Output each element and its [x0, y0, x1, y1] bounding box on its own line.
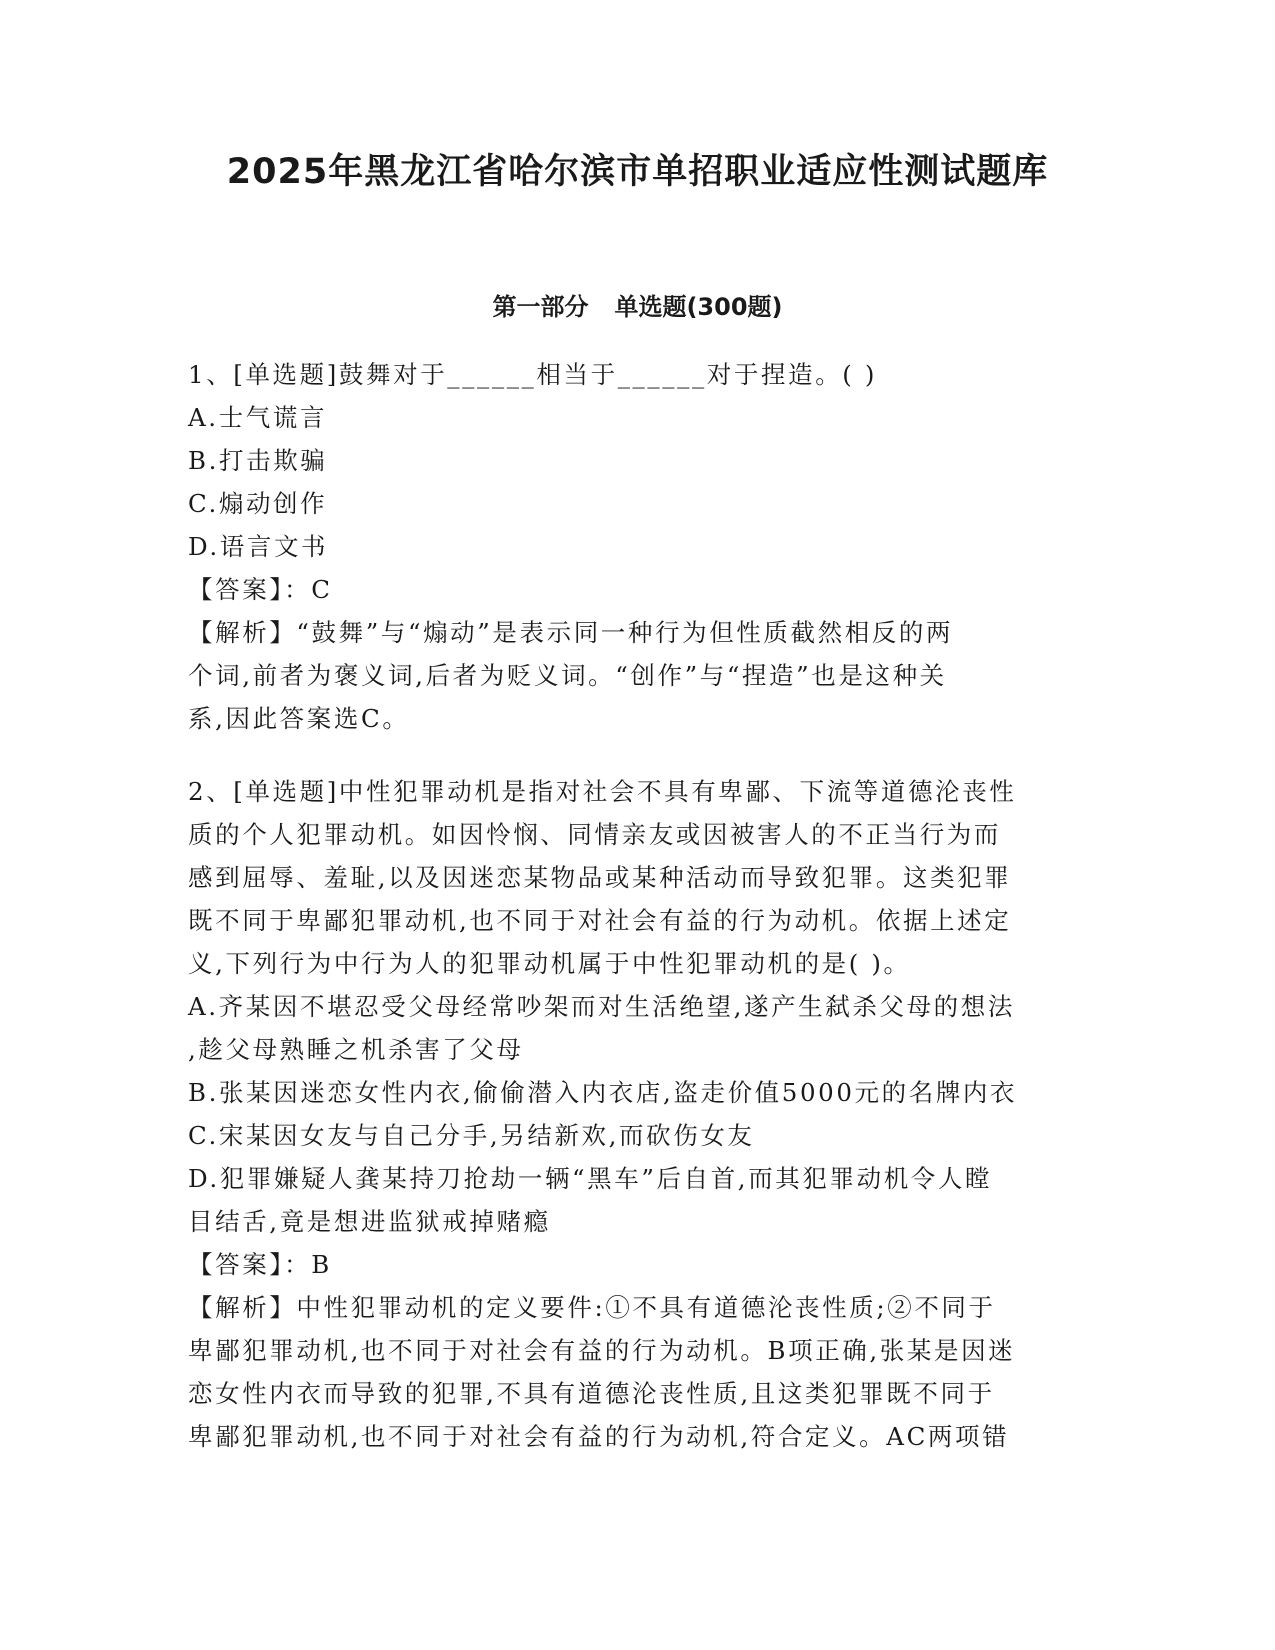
answer-value: ：C	[284, 575, 333, 604]
option-d: D.语言文书	[188, 532, 329, 561]
analysis-text: 个词,前者为褒义词,后者为贬义词。“创作”与“捏造”也是这种关	[188, 661, 947, 690]
answer-value: ：B	[284, 1250, 332, 1279]
answer	[188, 568, 1088, 611]
answer	[188, 1243, 1088, 1286]
analysis-label: 【解析】	[188, 1293, 297, 1322]
question-stem: 义,下列行为中行为人的犯罪动机属于中性犯罪动机的是( )。	[188, 949, 911, 978]
option-b: B.打击欺骗	[188, 446, 328, 475]
analysis-text: 中性犯罪动机的定义要件:①不具有道德沦丧性质;②不同于	[296, 1293, 996, 1322]
section-name: 单选题(300题)	[614, 293, 783, 321]
question-stem: 感到屈辱、羞耻,以及因迷恋某物品或某种活动而导致犯罪。这类犯罪	[188, 863, 1012, 892]
analysis-text: 系,因此答案选C。	[188, 704, 410, 733]
analysis-text: 卑鄙犯罪动机,也不同于对社会有益的行为动机。B项正确,张某是因迷	[188, 1336, 1016, 1365]
analysis-label: 【解析】	[188, 618, 297, 647]
question-spacer	[188, 740, 1088, 770]
option-d: 目结舌,竟是想进监狱戒掉赌瘾	[188, 1207, 551, 1236]
question-2	[188, 770, 1088, 1458]
question-1	[188, 353, 1088, 740]
option-b: B.张某因迷恋女性内衣,偷偷潜入内衣店,盗走价值5000元的名牌内衣	[188, 1078, 1018, 1107]
question-stem: 2、[单选题]中性犯罪动机是指对社会不具有卑鄙、下流等道德沦丧性	[188, 777, 1017, 806]
analysis-text: “鼓舞”与“煽动”是表示同一种行为但性质截然相反的两	[296, 618, 954, 647]
answer-label: 【答案】	[188, 1250, 285, 1279]
analysis-text: 卑鄙犯罪动机,也不同于对社会有益的行为动机,符合定义。AC两项错	[188, 1422, 1010, 1451]
document-title: 2025年黑龙江省哈尔滨市单招职业适应性测试题库	[226, 152, 1049, 192]
option-c: C.煽动创作	[188, 489, 328, 518]
option-a: ,趁父母熟睡之机杀害了父母	[188, 1035, 524, 1064]
option-a: A.齐某因不堪忍受父母经常吵架而对生活绝望,遂产生弑杀父母的想法	[188, 992, 1015, 1021]
question-stem: 既不同于卑鄙犯罪动机,也不同于对社会有益的行为动机。依据上述定	[188, 906, 1012, 935]
analysis-text: 恋女性内衣而导致的犯罪,不具有道德沦丧性质,且这类犯罪既不同于	[188, 1379, 995, 1408]
question-stem: 质的个人犯罪动机。如因怜悯、同情亲友或因被害人的不正当行为而	[188, 820, 1001, 849]
option-d: D.犯罪嫌疑人龚某持刀抢劫一辆“黑车”后自首,而其犯罪动机令人瞠	[188, 1164, 993, 1193]
option-a: A.士气谎言	[188, 403, 328, 432]
option-c: C.宋某因女友与自己分手,另结新欢,而砍伤女友	[188, 1121, 755, 1150]
section-heading	[0, 290, 1275, 324]
analysis	[188, 1286, 1088, 1329]
question-list	[188, 353, 1088, 1458]
question-stem: 1、[单选题]鼓舞对于______相当于______对于捏造。( )	[188, 360, 878, 389]
section-part: 第一部分	[492, 293, 589, 321]
answer-label: 【答案】	[188, 575, 285, 604]
analysis	[188, 611, 1088, 654]
